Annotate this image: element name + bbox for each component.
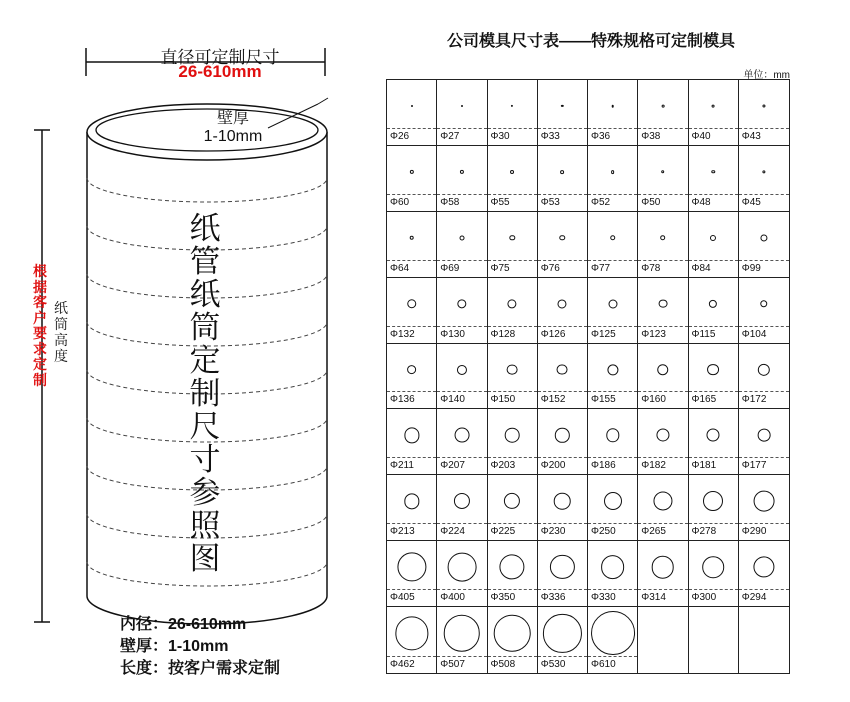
die-cell <box>689 212 739 278</box>
die-size-code: Φ400 <box>437 589 486 606</box>
die-cell <box>437 278 487 344</box>
die-cell <box>689 541 739 607</box>
die-circle <box>561 105 563 107</box>
die-circle <box>457 299 466 308</box>
die-circle <box>707 364 719 376</box>
die-cell <box>689 278 739 344</box>
die-circle <box>753 557 774 578</box>
die-cell <box>689 344 739 410</box>
die-size-code: Φ52 <box>588 194 637 211</box>
die-size-code: Φ507 <box>437 656 486 673</box>
die-cell <box>488 344 538 410</box>
die-size-code: Φ177 <box>739 457 789 474</box>
die-size-code: Φ99 <box>739 260 789 277</box>
die-size-code: Φ26 <box>387 128 436 145</box>
die-size-code: Φ225 <box>488 523 537 540</box>
die-circle <box>591 612 635 656</box>
die-circle <box>500 555 525 580</box>
die-cell <box>739 607 789 673</box>
die-size-code: Φ33 <box>538 128 587 145</box>
die-size-code: Φ128 <box>488 326 537 343</box>
die-circle <box>606 429 619 442</box>
die-circle <box>658 299 667 308</box>
die-circle <box>510 170 514 174</box>
die-cell <box>488 146 538 212</box>
die-size-code: Φ150 <box>488 391 537 408</box>
die-cell <box>538 607 588 673</box>
die-cell <box>387 212 437 278</box>
die-size-table <box>386 79 790 674</box>
die-circle <box>508 299 517 308</box>
die-circle <box>404 494 419 509</box>
die-cell <box>739 212 789 278</box>
die-circle <box>703 491 723 511</box>
die-cell <box>588 146 638 212</box>
die-circle <box>557 364 568 375</box>
die-size-code: Φ104 <box>739 326 789 343</box>
die-size-code: Φ55 <box>488 194 537 211</box>
die-size-code: Φ38 <box>638 128 687 145</box>
die-circle <box>409 235 414 240</box>
die-cell <box>437 607 487 673</box>
die-cell <box>588 475 638 541</box>
die-cell <box>638 475 688 541</box>
die-cell <box>588 409 638 475</box>
die-cell <box>638 80 688 146</box>
die-size-code: Φ76 <box>538 260 587 277</box>
die-circle <box>511 105 513 107</box>
die-circle <box>395 617 428 650</box>
die-circle <box>760 300 767 307</box>
die-cell <box>689 475 739 541</box>
die-circle <box>604 492 622 510</box>
die-circle <box>550 555 574 579</box>
die-circle <box>505 428 520 443</box>
wall-thickness-callout <box>188 110 278 146</box>
die-size-code: Φ265 <box>638 523 687 540</box>
diameter-label: 直径可定制尺寸 <box>160 48 280 67</box>
die-cell <box>488 278 538 344</box>
die-size-code: Φ132 <box>387 326 436 343</box>
die-circle <box>560 235 565 240</box>
die-size-code: Φ530 <box>538 656 587 673</box>
die-circle <box>444 615 481 652</box>
die-size-code: Φ60 <box>387 194 436 211</box>
die-circle <box>611 170 615 174</box>
die-circle <box>461 105 463 107</box>
die-cell <box>739 541 789 607</box>
die-circle <box>459 235 464 240</box>
die-size-code: Φ78 <box>638 260 687 277</box>
die-cell <box>538 80 588 146</box>
die-size-code: Φ508 <box>488 656 537 673</box>
die-cell <box>638 409 688 475</box>
die-cell <box>689 607 739 673</box>
die-size-code: Φ181 <box>689 457 738 474</box>
die-cell <box>638 607 688 673</box>
die-size-code: Φ27 <box>437 128 486 145</box>
die-size-code: Φ50 <box>638 194 687 211</box>
die-size-code: Φ160 <box>638 391 687 408</box>
die-circle <box>555 428 569 442</box>
die-size-code: Φ350 <box>488 589 537 606</box>
die-size-code: Φ53 <box>538 194 587 211</box>
die-cell <box>588 344 638 410</box>
die-size-code: Φ610 <box>588 656 637 673</box>
die-cell <box>437 541 487 607</box>
die-cell <box>437 80 487 146</box>
die-size-code: Φ182 <box>638 457 687 474</box>
die-size-code: Φ40 <box>689 128 738 145</box>
die-size-code: Φ77 <box>588 260 637 277</box>
die-cell <box>588 607 638 673</box>
die-cell <box>387 475 437 541</box>
die-cell <box>387 80 437 146</box>
die-cell <box>588 212 638 278</box>
die-cell <box>538 146 588 212</box>
die-circle <box>760 234 767 241</box>
die-size-code: Φ30 <box>488 128 537 145</box>
die-size-code: Φ405 <box>387 589 436 606</box>
die-circle <box>454 428 469 443</box>
die-size-code: Φ84 <box>689 260 738 277</box>
die-size-code: Φ43 <box>739 128 789 145</box>
die-size-code: Φ64 <box>387 260 436 277</box>
die-cell <box>488 409 538 475</box>
die-cell <box>538 278 588 344</box>
height-label: 纸筒高度 <box>54 300 68 364</box>
die-cell <box>387 278 437 344</box>
die-circle <box>657 364 669 376</box>
die-size-code: Φ136 <box>387 391 436 408</box>
die-cell <box>437 344 487 410</box>
die-circle <box>397 553 426 582</box>
die-cell <box>739 409 789 475</box>
die-cell <box>588 278 638 344</box>
die-size-code: Φ126 <box>538 326 587 343</box>
die-circle <box>611 105 614 108</box>
die-size-code: Φ290 <box>739 523 789 540</box>
die-size-code: Φ58 <box>437 194 486 211</box>
die-circle <box>447 553 476 582</box>
die-cell <box>689 80 739 146</box>
die-size-code: Φ115 <box>689 326 738 343</box>
die-circle <box>404 428 419 443</box>
wall-label: 壁厚 <box>216 110 249 127</box>
die-size-code: Φ130 <box>437 326 486 343</box>
die-circle <box>407 299 417 309</box>
die-size-code: Φ165 <box>689 391 738 408</box>
die-size-code: Φ69 <box>437 260 486 277</box>
die-cell <box>538 541 588 607</box>
die-cell <box>538 344 588 410</box>
die-cell <box>437 212 487 278</box>
die-size-code: Φ336 <box>538 589 587 606</box>
die-circle <box>709 299 717 307</box>
die-circle <box>558 299 567 308</box>
die-circle <box>662 105 665 108</box>
die-size-code: Φ250 <box>588 523 637 540</box>
spec-list <box>120 614 280 680</box>
die-size-code: Φ155 <box>588 391 637 408</box>
die-circle <box>504 493 520 509</box>
die-circle <box>457 364 467 374</box>
tube-title: 纸管纸筒定制尺寸参照图 <box>189 211 221 576</box>
die-size-code: Φ330 <box>588 589 637 606</box>
die-circle <box>661 170 665 174</box>
die-size-code: Φ186 <box>588 457 637 474</box>
die-size-code: Φ294 <box>739 589 789 606</box>
die-circle <box>711 170 714 173</box>
die-cell <box>739 80 789 146</box>
die-circle <box>710 235 716 241</box>
custom-height-label: 根据客户要求定制 <box>33 263 47 388</box>
die-circle <box>753 491 774 512</box>
die-cell <box>638 146 688 212</box>
die-cell <box>488 607 538 673</box>
die-circle <box>409 170 413 174</box>
die-cell <box>638 278 688 344</box>
die-size-code: Φ314 <box>638 589 687 606</box>
die-cell <box>739 344 789 410</box>
die-cell <box>387 409 437 475</box>
die-circle <box>712 105 715 108</box>
die-circle <box>762 170 765 173</box>
die-circle <box>610 235 616 241</box>
die-cell <box>739 475 789 541</box>
die-circle <box>411 105 413 107</box>
die-cell <box>437 409 487 475</box>
die-size-code: Φ172 <box>739 391 789 408</box>
die-circle <box>707 429 720 442</box>
die-circle <box>607 364 618 375</box>
die-circle <box>758 363 770 375</box>
die-size-code: Φ278 <box>689 523 738 540</box>
die-cell <box>739 278 789 344</box>
diameter-range: 26-610mm <box>178 62 262 81</box>
die-cell <box>689 146 739 212</box>
die-size-code: Φ462 <box>387 656 436 673</box>
die-circle <box>702 556 724 578</box>
die-size-code: Φ211 <box>387 457 436 474</box>
die-size-code: Φ207 <box>437 457 486 474</box>
wall-range: 1-10mm <box>203 128 263 145</box>
die-circle <box>543 614 581 652</box>
die-cell <box>488 212 538 278</box>
die-circle <box>460 170 464 174</box>
die-size-code: Φ230 <box>538 523 587 540</box>
die-circle <box>660 235 666 241</box>
die-cell <box>488 475 538 541</box>
die-circle <box>762 104 765 107</box>
die-size-code: Φ36 <box>588 128 637 145</box>
die-cell <box>387 541 437 607</box>
die-cell <box>387 344 437 410</box>
die-circle <box>560 170 564 174</box>
die-cell <box>739 146 789 212</box>
die-cell <box>588 541 638 607</box>
die-circle <box>407 365 417 375</box>
die-size-code: Φ125 <box>588 326 637 343</box>
unit-label: 单位：mm <box>743 70 790 81</box>
die-circle <box>494 615 531 652</box>
die-circle <box>601 555 625 579</box>
die-size-code: Φ203 <box>488 457 537 474</box>
die-cell <box>437 146 487 212</box>
die-cell <box>538 212 588 278</box>
die-circle <box>509 235 514 240</box>
die-size-code: Φ123 <box>638 326 687 343</box>
die-circle <box>652 556 675 579</box>
die-circle <box>454 493 470 509</box>
die-cell <box>538 475 588 541</box>
die-size-code: Φ200 <box>538 457 587 474</box>
die-size-code: Φ152 <box>538 391 587 408</box>
die-cell <box>538 409 588 475</box>
die-size-code: Φ140 <box>437 391 486 408</box>
die-cell <box>638 541 688 607</box>
die-cell <box>387 146 437 212</box>
spec-length: 长度：按客户需求定制 <box>120 660 281 677</box>
die-size-code: Φ300 <box>689 589 738 606</box>
die-size-code: Φ213 <box>387 523 436 540</box>
die-size-code: Φ45 <box>739 194 789 211</box>
die-cell <box>437 475 487 541</box>
die-cell <box>387 607 437 673</box>
die-size-code: Φ224 <box>437 523 486 540</box>
die-circle <box>656 429 669 442</box>
die-size-code: Φ48 <box>689 194 738 211</box>
die-circle <box>758 429 771 442</box>
die-circle <box>653 492 672 511</box>
die-cell <box>638 212 688 278</box>
spec-inner-diameter: 内径：26-610mm <box>120 616 247 633</box>
table-title: 公司模具尺寸表——特殊规格可定制模具 <box>446 33 735 50</box>
die-circle <box>507 364 518 375</box>
die-circle <box>554 493 571 510</box>
die-size-code: Φ75 <box>488 260 537 277</box>
die-cell <box>638 344 688 410</box>
die-cell <box>588 80 638 146</box>
die-circle <box>608 299 617 308</box>
spec-wall-thickness: 壁厚：1-10mm <box>120 638 229 655</box>
die-cell <box>488 80 538 146</box>
die-cell <box>488 541 538 607</box>
die-cell <box>689 409 739 475</box>
